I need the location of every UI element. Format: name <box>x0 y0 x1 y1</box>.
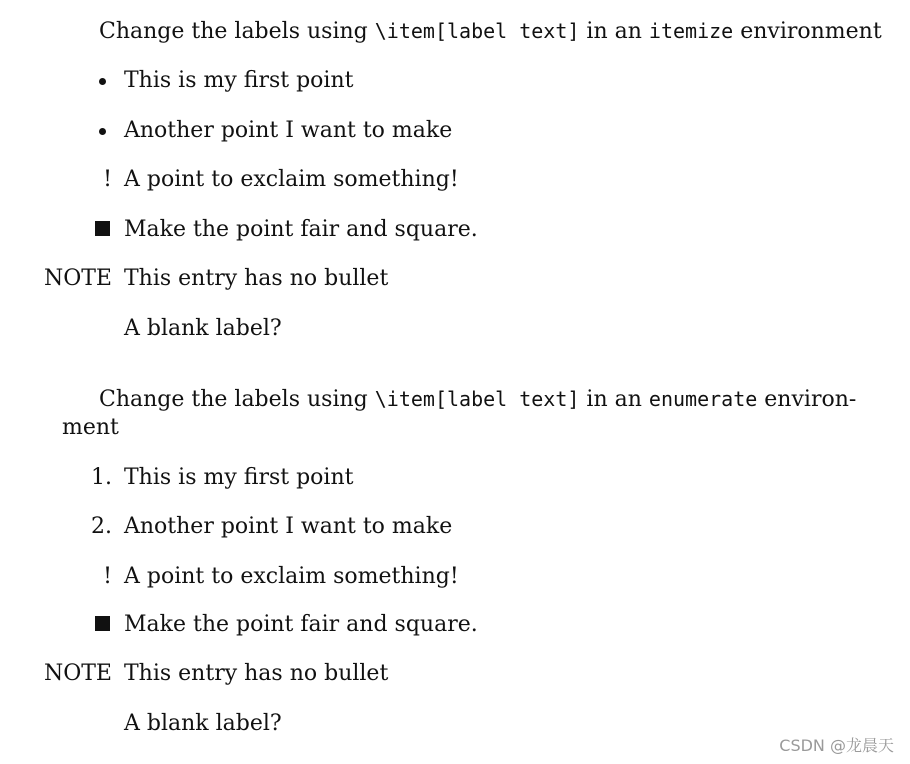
list-item-text: A point to exclaim something! <box>124 167 459 192</box>
list-item-text: A blank label? <box>124 711 282 736</box>
list-item-label: ! <box>103 167 112 192</box>
environment-name: itemize <box>648 19 734 43</box>
list-item-text: This entry has no bullet <box>124 661 389 686</box>
square-bullet-icon <box>0 216 112 244</box>
square-bullet-icon <box>0 611 112 639</box>
watermark: CSDN @龙晨天 <box>779 736 894 755</box>
intro-text: in an <box>579 19 649 44</box>
list-item-text: This is my first point <box>124 465 354 490</box>
intro-text: environ- <box>757 387 857 412</box>
itemize-intro-paragraph <box>99 17 882 46</box>
list-item-text: A blank label? <box>124 316 282 341</box>
intro-continuation: ment <box>62 415 119 440</box>
intro-text: Change the labels using <box>99 387 375 412</box>
list-item-label: 2. <box>91 514 112 539</box>
list-item-label: ! <box>103 564 112 589</box>
list-item-text: Another point I want to make <box>124 514 453 539</box>
list-item-text: A point to exclaim something! <box>124 564 459 589</box>
environment-name: enumerate <box>648 387 758 411</box>
intro-text: environment <box>733 19 882 44</box>
intro-text: in an <box>579 387 649 412</box>
list-item-text: This entry has no bullet <box>124 266 389 291</box>
enumerate-intro-paragraph <box>99 385 856 414</box>
list-item-text: This is my first point <box>124 68 354 93</box>
list-item-label: NOTE <box>43 661 112 686</box>
inline-code: \item[label text] <box>374 19 580 43</box>
intro-text: Change the labels using <box>99 19 375 44</box>
list-item-text: Make the point fair and square. <box>124 217 478 242</box>
list-item-text: Make the point fair and square. <box>124 612 478 637</box>
bullet-icon <box>0 67 112 95</box>
list-item-label: 1. <box>91 465 112 490</box>
list-item-label: NOTE <box>43 266 112 291</box>
bullet-icon <box>0 117 112 145</box>
list-item-text: Another point I want to make <box>124 118 453 143</box>
inline-code: \item[label text] <box>374 387 580 411</box>
